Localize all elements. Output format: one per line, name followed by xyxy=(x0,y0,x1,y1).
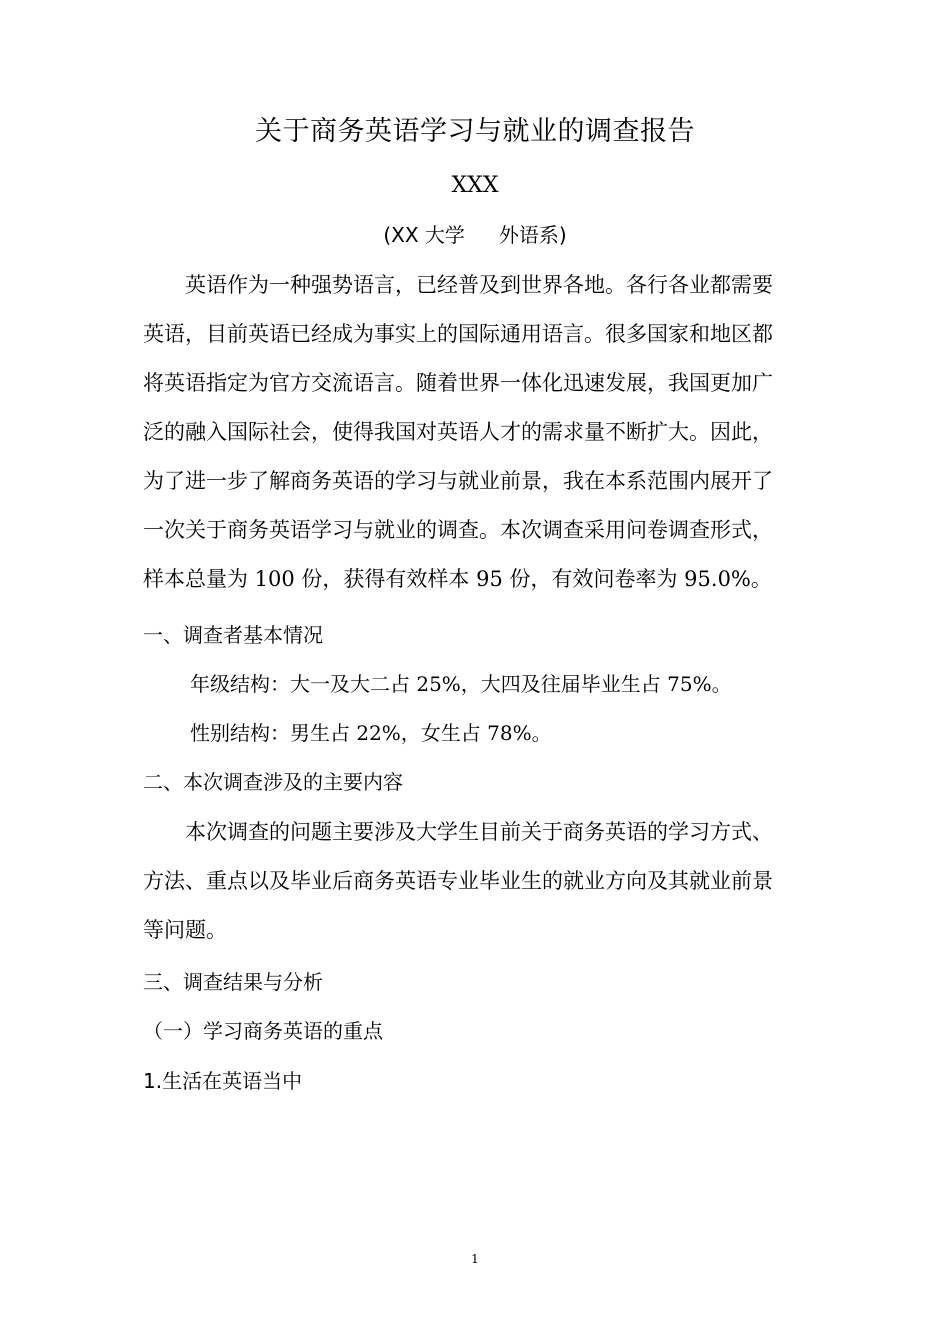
paragraph-line: 将英语指定为官方交流语言。随着世界一体化迅速发展，我国更加广 xyxy=(143,371,773,395)
document-title: 关于商务英语学习与就业的调查报告 xyxy=(255,116,695,147)
list-item-heading: 1.生活在英语当中 xyxy=(143,1069,303,1093)
paragraph-line: 等问题。 xyxy=(143,918,227,942)
page-number: 1 xyxy=(471,1252,479,1266)
author-affiliation xyxy=(0,219,950,251)
section2-paragraph xyxy=(143,808,807,955)
paragraph-line: 样本总量为 100 份，获得有效样本 95 份，有效问卷率为 95.0%。 xyxy=(143,567,772,591)
section-heading-2: 二、本次调查涉及的主要内容 xyxy=(143,770,403,794)
paragraph-line: 英语，目前英语已经成为事实上的国际通用语言。很多国家和地区都 xyxy=(143,322,773,346)
intro-paragraph xyxy=(143,261,807,604)
paragraph-line: 泛的融入国际社会，使得我国对英语人才的需求量不断扩大。因此， xyxy=(143,420,773,444)
paragraph-line: 方法、重点以及毕业后商务英语专业毕业生的就业方向及其就业前景 xyxy=(143,869,773,893)
paragraph-line: 本次调查的问题主要涉及大学生目前关于商务英语的学习方式、 xyxy=(143,820,773,844)
affiliation-university: (XX 大学 xyxy=(383,223,465,247)
author-name: XXX xyxy=(451,173,499,198)
section-heading-3: 三、调查结果与分析 xyxy=(143,970,323,994)
paragraph-line: 英语作为一种强势语言，已经普及到世界各地。各行各业都需要 xyxy=(143,273,773,297)
paragraph-line: 为了进一步了解商务英语的学习与就业前景，我在本系范围内展开了 xyxy=(143,469,773,493)
section-heading-1: 一、调查者基本情况 xyxy=(143,623,323,647)
gender-structure: 性别结构：男生占 22%，女生占 78%。 xyxy=(190,721,552,745)
subsection-heading: （一）学习商务英语的重点 xyxy=(143,1019,383,1043)
grade-structure: 年级结构：大一及大二占 25%，大四及往届毕业生占 75%。 xyxy=(190,672,732,696)
paragraph-line: 一次关于商务英语学习与就业的调查。本次调查采用问卷调查形式， xyxy=(143,518,773,542)
affiliation-department: 外语系) xyxy=(498,223,567,247)
